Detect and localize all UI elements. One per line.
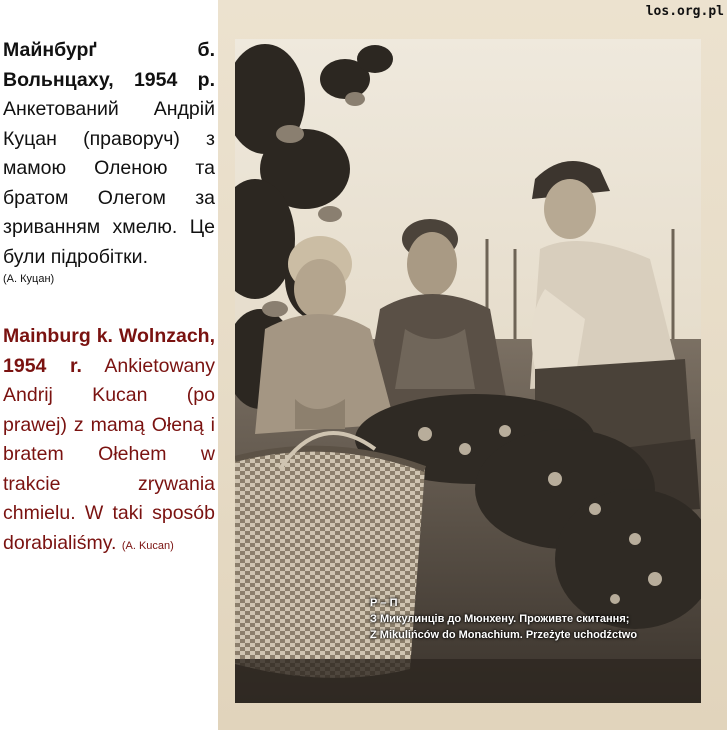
- caption-panel: [0, 0, 218, 730]
- ukrainian-caption: [3, 36, 215, 286]
- ukrainian-caption-title: Майнбурґ б. Вольнцаху, 1954 р.: [3, 39, 215, 91]
- polish-caption-text: Ankietowany Andrij Kucan (po prawej) z mamą Ołeną i bratem Ołehem w trakcie zrywania chmielu. W taki sposób dorabialiśmy.: [3, 354, 215, 554]
- photo-card: [218, 0, 727, 730]
- photo-foreground: [235, 659, 701, 703]
- overlay-line-ukrainian: З Микулинців до Мюнхену. Проживте скитання;: [370, 613, 630, 625]
- polish-caption-credit: (A. Kucan): [121, 539, 174, 552]
- overlay-line-polish: Z Mikulińców do Monachium. Przeżyte uchodźctwo: [370, 629, 638, 641]
- polish-caption-title: Mainburg k. Wolnzach, 1954 r.: [3, 325, 215, 377]
- site-watermark[interactable]: los.org.pl: [645, 4, 724, 19]
- ukrainian-caption-credit: (А. Куцан): [3, 273, 55, 285]
- polish-caption: [3, 322, 215, 558]
- overlay-marker: Р – П: [370, 597, 398, 609]
- photo-overlay-caption: [370, 595, 637, 643]
- ukrainian-caption-text: Анкетований Андрій Куцан (праворуч) з мамою Оленою та братом Олегом за зриванням хмелю. Це були підробітки.: [3, 98, 215, 268]
